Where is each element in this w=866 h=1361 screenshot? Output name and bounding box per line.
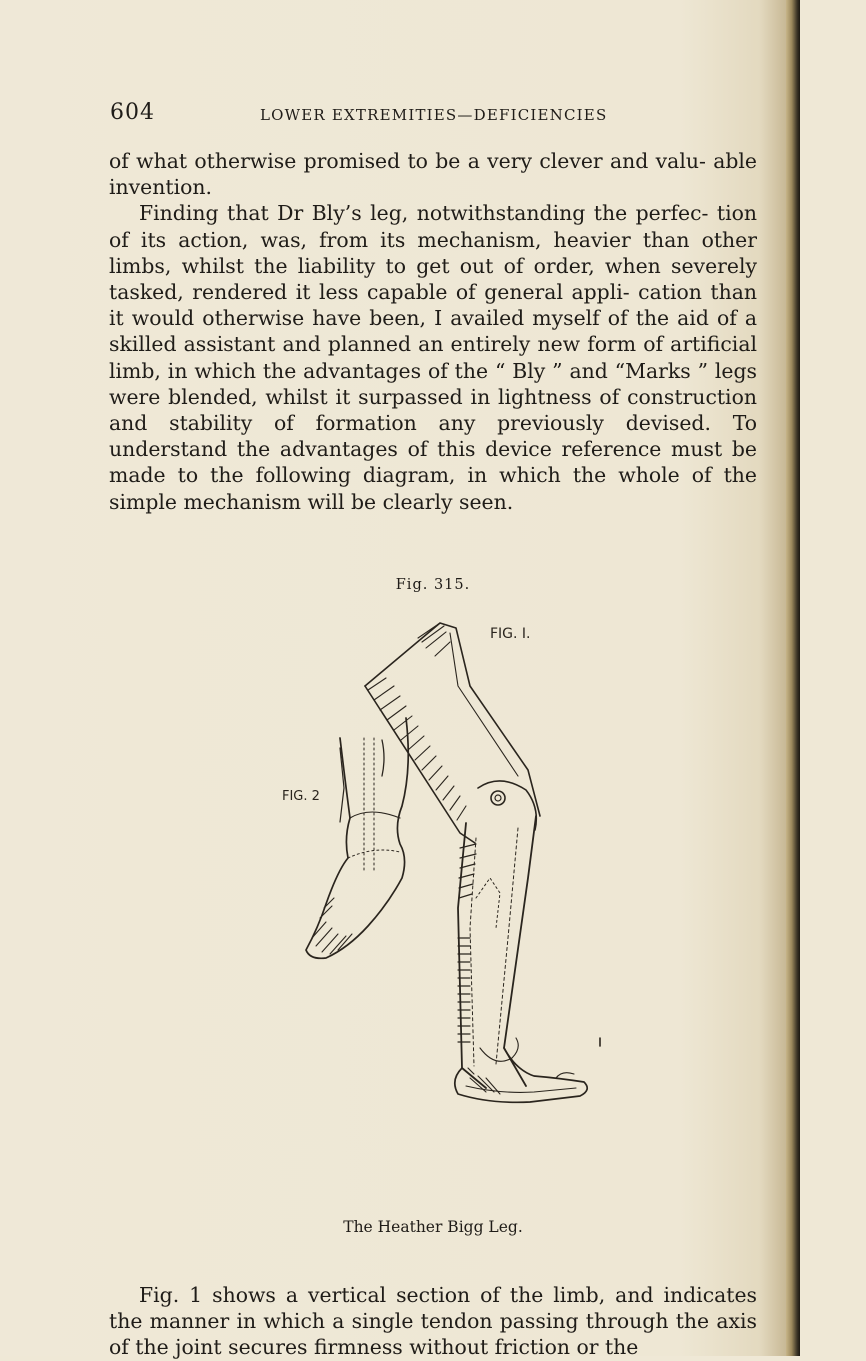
- figure-illustration: [282, 608, 620, 1208]
- fig2-label: FIG. 2: [282, 789, 320, 804]
- fig1-label: FIG. I.: [490, 626, 531, 642]
- body-text-top: [109, 148, 757, 515]
- body-text-bottom: [109, 1282, 757, 1361]
- paragraph: Fig. 1 shows a vertical section of the limb, and indicates the manner in which a single tendon passing through the axis of the joint secures firmness without friction or the: [109, 1283, 757, 1360]
- figure-number: Fig. 315.: [395, 577, 471, 593]
- page-header: [110, 100, 750, 130]
- paragraph: of what otherwise promised to be a very clever and valu- able invention.: [109, 149, 757, 200]
- figure-caption: The Heather Bigg Leg.: [343, 1218, 523, 1236]
- running-head: LOWER EXTREMITIES—DEFICIENCIES: [260, 106, 608, 124]
- page-number: 604: [110, 100, 155, 125]
- paragraph: Finding that Dr Bly’s leg, notwithstanding the perfec- tion of its action, was, from its mechanism, heavier than other limbs, whilst the liability to get out of order, when severely tasked, rendered it less capable of general appli- cation than it would otherwise have been, I availed myself of the aid of a skilled assistant and planned an entirely new form of artificial limb, in which the advantages of the “ Bly ” and “Marks ” legs were blended, whilst it surpassed in lightness of construction and stability of formation any previously devised. To understand the advantages of this device reference must be made to the following diagram, in which the whole of the simple mechanism will be clearly seen.: [109, 201, 757, 514]
- artificial-leg-diagram: [282, 608, 620, 1208]
- page-edge-shadow: [786, 0, 800, 1356]
